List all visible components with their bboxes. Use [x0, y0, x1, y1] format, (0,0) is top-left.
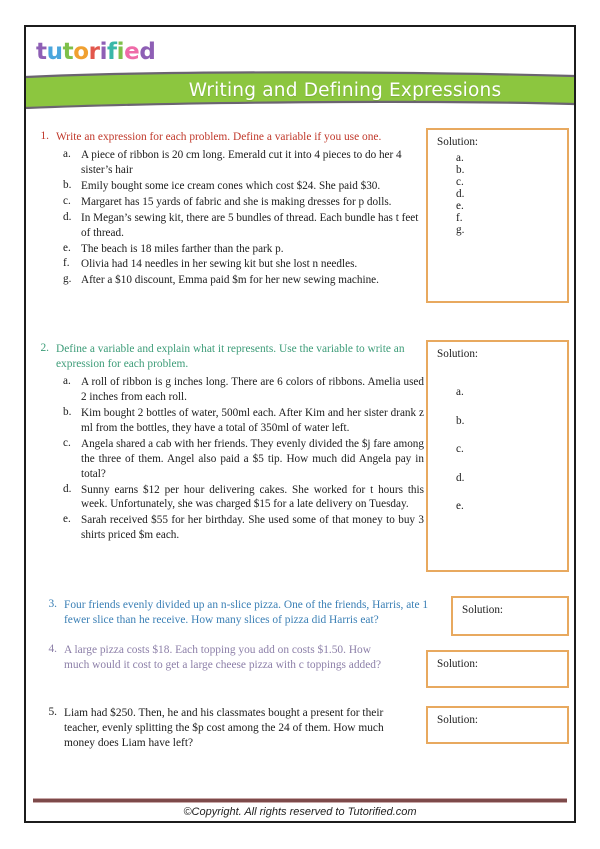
item-label: b.	[63, 406, 72, 419]
item-text: Sarah received $55 for her birthday. She used some of that money to buy 3 shirts priced $m each.	[81, 514, 424, 542]
solution-item: b.	[456, 164, 465, 176]
question-1-number: 1.	[40, 130, 49, 142]
question-1-item-c	[63, 195, 424, 210]
item-label: c.	[63, 436, 71, 449]
question-3-number: 3.	[48, 598, 57, 610]
item-label: d.	[63, 210, 72, 223]
item-text: After a $10 discount, Emma paid $m for her new sewing machine.	[81, 274, 379, 287]
solution-box-4[interactable]	[426, 650, 569, 688]
title-banner	[26, 71, 574, 109]
item-text: In Megan’s sewing kit, there are 5 bundles of thread. Each bundle has t feet of thread.	[81, 211, 419, 239]
solution-item: c.	[456, 443, 464, 456]
question-4	[44, 643, 399, 673]
solution-item-list	[428, 378, 567, 521]
brand-letter: r	[88, 38, 100, 65]
solution-item: d.	[456, 471, 465, 484]
question-5	[44, 706, 399, 751]
footer-divider	[33, 798, 567, 803]
question-2-number: 2.	[40, 342, 49, 354]
question-1-item-a	[63, 148, 424, 178]
solution-box-3[interactable]	[451, 596, 569, 636]
question-1-prompt: Write an expression for each problem. Define a variable if you use one.	[56, 131, 382, 143]
question-3	[44, 598, 436, 628]
item-label: d.	[63, 482, 72, 495]
brand-letter: i	[116, 38, 125, 65]
brand-letter: d	[139, 38, 156, 65]
item-text: A piece of ribbon is 20 cm long. Emerald cut it into 4 pieces to do her 4 sister’s hair	[81, 149, 402, 177]
item-text: Margaret has 15 yards of fabric and she is making dresses for p dolls.	[81, 195, 392, 208]
question-4-prompt: A large pizza costs $18. Each topping you add on costs $1.50. How much would it cost to get a large cheese pizza with c toppings added?	[64, 644, 382, 672]
brand-letter: f	[107, 38, 117, 65]
item-label: e.	[63, 241, 71, 254]
solution-item: e.	[456, 200, 464, 212]
brand-letter: i	[99, 38, 108, 65]
item-label: a.	[63, 148, 71, 161]
solution-item: d.	[456, 188, 465, 200]
brand-letter: u	[46, 38, 63, 65]
solution-title: Solution:	[462, 604, 504, 616]
brand-letter: t	[36, 38, 47, 65]
item-text: Sunny earns $12 per hour delivering cakes. She worked for t hours this week. Unfortunately, she was charged $15 for a late delivery on Tuesday.	[81, 483, 424, 511]
item-label: a.	[63, 375, 71, 388]
item-text: Kim bought 2 bottles of water, 500ml each. After Kim and her sister drank z ml from the bottles, they have a total of 350ml of water left.	[81, 407, 424, 434]
solution-item: a.	[456, 152, 464, 164]
question-2	[36, 342, 424, 543]
solution-item-list	[428, 152, 567, 236]
question-3-prompt: Four friends evenly divided up an n-slice pizza. One of the friends, Harris, ate 1 fewer slice than he receive. How many slices of pizza did Harris eat?	[64, 599, 429, 627]
question-5-prompt: Liam had $250. Then, he and his classmates bought a present for their teacher, evenly splitting the $p cost among the 24 of them. How much money does Liam have left?	[64, 707, 384, 750]
item-label: f.	[63, 257, 70, 270]
solution-title: Solution:	[437, 348, 479, 360]
question-4-number: 4.	[48, 643, 57, 655]
item-label: b.	[63, 178, 72, 191]
question-5-number: 5.	[48, 706, 57, 718]
page-title: Writing and Defining Expressions	[188, 79, 502, 101]
solution-title: Solution:	[437, 658, 479, 670]
question-1-item-d	[63, 211, 424, 241]
solution-title: Solution:	[437, 136, 479, 148]
solution-box-2[interactable]	[426, 340, 569, 572]
brand-letter: e	[124, 38, 140, 65]
footer-copyright: ©Copyright. All rights reserved to Tutorified.com	[183, 806, 417, 818]
solution-box-1[interactable]	[426, 128, 569, 303]
question-2-item-a	[63, 375, 424, 405]
solution-item: e.	[456, 500, 464, 513]
item-text: The beach is 18 miles farther than the park p.	[81, 242, 284, 255]
item-label: e.	[63, 513, 71, 526]
item-text: Angela shared a cab with her friends. They evenly divided the $j fare among the three of them. Angel also paid a $5 tip. How much did Angela pay in total?	[81, 437, 424, 480]
solution-item: b.	[456, 414, 465, 427]
question-2-item-d	[63, 483, 424, 513]
solution-item: g.	[456, 224, 465, 236]
item-label: g.	[63, 273, 72, 286]
question-1-item-e	[63, 242, 424, 257]
item-text: Olivia had 14 needles in her sewing kit but she lost n needles.	[81, 258, 358, 271]
question-1	[36, 130, 424, 288]
question-1-item-f	[63, 257, 424, 272]
item-label: c.	[63, 194, 71, 207]
item-text: A roll of ribbon is g inches long. There are 6 colors of ribbons. Amelia used 2 inches from each roll.	[81, 376, 424, 404]
brand-logo-text	[36, 38, 156, 65]
solution-item: f.	[456, 212, 463, 224]
brand-letter: o	[73, 38, 89, 65]
question-1-item-g	[63, 273, 424, 288]
solution-title: Solution:	[437, 714, 479, 726]
solution-item: a.	[456, 386, 464, 398]
solution-box-5[interactable]	[426, 706, 569, 744]
question-2-item-e	[63, 513, 424, 543]
question-2-item-c	[63, 437, 424, 482]
solution-item: c.	[456, 176, 464, 188]
brand-letter: t	[62, 38, 74, 65]
question-1-item-b	[63, 179, 424, 194]
item-text: Emily bought some ice cream cones which cost $24. She paid $30.	[81, 179, 381, 192]
brand-logo	[36, 38, 155, 66]
question-2-item-b	[63, 406, 424, 436]
question-2-prompt: Define a variable and explain what it represents. Use the variable to write an expression for each problem.	[56, 343, 405, 371]
worksheet-content	[26, 118, 574, 778]
